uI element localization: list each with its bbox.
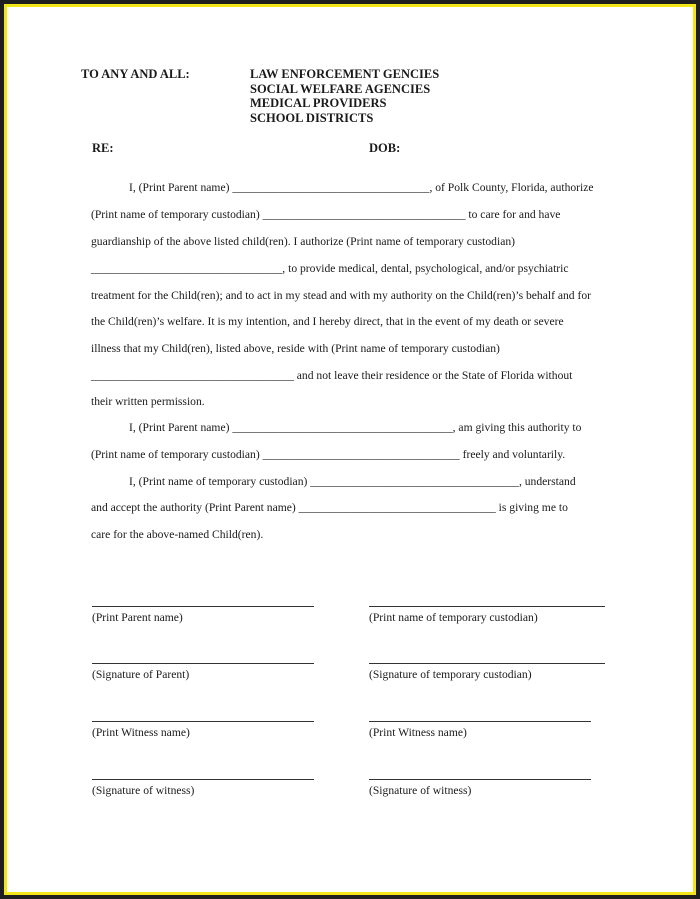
signature-label: (Print Witness name) [92, 726, 190, 739]
signature-line[interactable] [92, 721, 314, 722]
signature-line[interactable] [369, 606, 605, 607]
body-line: _________________________________, to provide medical, dental, psychological, and/or psychiatric [91, 262, 569, 275]
signature-label: (Signature of witness) [92, 784, 195, 797]
recipient-list [250, 67, 439, 125]
signature-label: (Signature of witness) [369, 784, 472, 797]
signature-line[interactable] [92, 606, 314, 607]
body-line: I, (Print Parent name) __________________________________, of Polk County, Florida, authorize [129, 181, 594, 194]
signature-line[interactable] [92, 779, 314, 780]
signature-label: (Signature of Parent) [92, 668, 190, 681]
body-line: their written permission. [91, 395, 205, 408]
body-line: I, (Print Parent name) ______________________________________, am giving this authority to [129, 421, 582, 434]
body-line: care for the above-named Child(ren). [91, 528, 264, 541]
signature-line[interactable] [369, 779, 591, 780]
recipient-item: LAW ENFORCEMENT GENCIES [250, 67, 440, 81]
body-line: the Child(ren)’s welfare. It is my intention, and I hereby direct, that in the event of my death or severe [91, 315, 564, 328]
signature-line[interactable] [369, 721, 591, 722]
body-line: (Print name of temporary custodian) __________________________________ freely and voluntarily. [91, 448, 566, 461]
signature-line[interactable] [369, 663, 605, 664]
body-line: guardianship of the above listed child(ren). I authorize (Print name of temporary custodian) [91, 235, 515, 248]
signature-line[interactable] [92, 663, 314, 664]
body-line: treatment for the Child(ren); and to act in my stead and with my authority on the Child(ren)’s behalf and for [91, 289, 592, 302]
to-label: TO ANY AND ALL: [81, 67, 190, 81]
signature-label: (Signature of temporary custodian) [369, 668, 532, 681]
page-border [4, 4, 696, 895]
recipient-item: SCHOOL DISTRICTS [250, 110, 374, 125]
dob-label: DOB: [369, 141, 401, 155]
body-line: ___________________________________ and not leave their residence or the State of Florida without [91, 369, 573, 382]
recipient-item: MEDICAL PROVIDERS [250, 96, 387, 110]
body-line: illness that my Child(ren), listed above, reside with (Print name of temporary custodian) [91, 342, 500, 355]
signature-label: (Print name of temporary custodian) [369, 611, 538, 624]
body-line: I, (Print name of temporary custodian) ____________________________________, understand [129, 475, 576, 488]
body-line: (Print name of temporary custodian) ___________________________________ to care for and have [91, 208, 561, 221]
document-page [7, 7, 693, 892]
recipient-item: SOCIAL WELFARE AGENCIES [250, 81, 431, 96]
signature-label: (Print Parent name) [92, 611, 183, 624]
body-line: and accept the authority (Print Parent name) __________________________________ is giving me to [91, 501, 568, 514]
re-label: RE: [92, 141, 114, 155]
signature-label: (Print Witness name) [369, 726, 467, 739]
